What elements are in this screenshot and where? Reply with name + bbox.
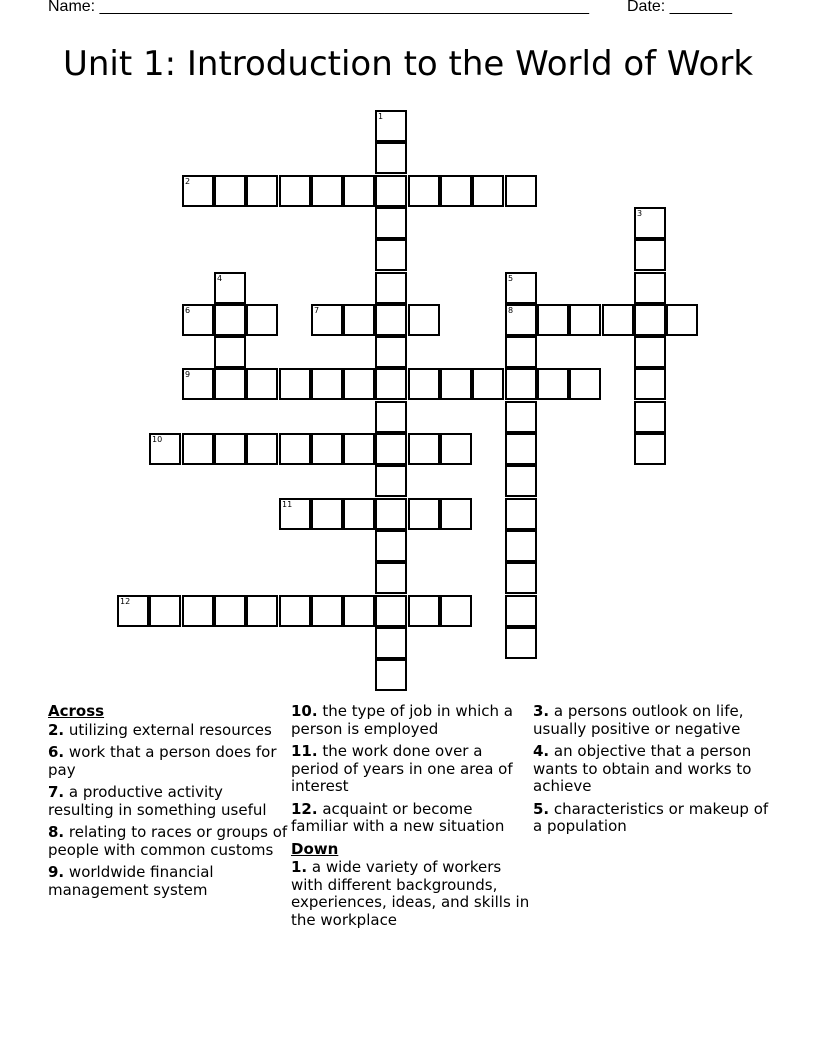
clue-item-number: 11.: [291, 742, 318, 760]
grid-cell[interactable]: [505, 336, 537, 368]
grid-cell[interactable]: [440, 175, 472, 207]
grid-cell[interactable]: [214, 368, 246, 400]
grid-cell[interactable]: [505, 401, 537, 433]
clue-item-text: an objective that a person wants to obtain and works to achieve: [533, 742, 752, 795]
clue-column-3: [533, 703, 773, 841]
grid-cell[interactable]: [408, 175, 440, 207]
clue-column-1: [48, 703, 288, 904]
clue-item: [48, 784, 288, 819]
grid-cell[interactable]: [602, 304, 634, 336]
grid-cell[interactable]: [505, 368, 537, 400]
clue-item-number: 1.: [291, 858, 308, 876]
grid-cell[interactable]: [375, 175, 407, 207]
clue-item-text: utilizing external resources: [68, 720, 272, 739]
clue-item-text: the work done over a period of years in one area of interest: [291, 742, 513, 795]
grid-cell[interactable]: [634, 272, 666, 304]
clue-item: [48, 722, 288, 740]
grid-cell[interactable]: [537, 368, 569, 400]
grid-cell[interactable]: [375, 465, 407, 497]
grid-cell[interactable]: [569, 304, 601, 336]
clue-item: [533, 743, 773, 796]
grid-cell[interactable]: [182, 175, 214, 207]
grid-cell[interactable]: [182, 433, 214, 465]
grid-cell[interactable]: [246, 175, 278, 207]
clue-item-number: 9.: [48, 863, 65, 881]
clue-item: [48, 864, 288, 899]
grid-cell[interactable]: [569, 368, 601, 400]
grid-cell[interactable]: [246, 304, 278, 336]
grid-cell[interactable]: [311, 595, 343, 627]
grid-cell[interactable]: [634, 368, 666, 400]
clue-item: [48, 824, 288, 859]
clue-item: [48, 744, 288, 779]
clue-item: [533, 703, 773, 738]
grid-cell[interactable]: [408, 304, 440, 336]
grid-cell[interactable]: [472, 175, 504, 207]
grid-cell[interactable]: [343, 175, 375, 207]
clue-number: 3: [637, 209, 643, 218]
grid-cell[interactable]: [375, 530, 407, 562]
grid-cell[interactable]: [440, 433, 472, 465]
clue-item-number: 12.: [291, 799, 318, 818]
grid-cell[interactable]: [149, 595, 181, 627]
grid-cell[interactable]: [505, 272, 537, 304]
clue-item-number: 3.: [533, 702, 550, 720]
clue-number: 2: [185, 177, 191, 186]
grid-cell[interactable]: [440, 595, 472, 627]
grid-cell[interactable]: [375, 239, 407, 271]
grid-cell[interactable]: [375, 595, 407, 627]
grid-cell[interactable]: [343, 368, 375, 400]
name-field-label: Name: _______________________________________________________: [48, 0, 589, 15]
grid-cell[interactable]: [472, 368, 504, 400]
clue-number: 11: [282, 500, 293, 509]
grid-cell[interactable]: [505, 304, 537, 336]
grid-cell[interactable]: [182, 368, 214, 400]
grid-cell[interactable]: [505, 595, 537, 627]
grid-cell[interactable]: [666, 304, 698, 336]
clue-number: 5: [508, 274, 514, 283]
clue-item-number: 7.: [48, 783, 65, 801]
grid-cell[interactable]: [375, 336, 407, 368]
grid-cell[interactable]: [214, 304, 246, 336]
grid-cell[interactable]: [440, 498, 472, 530]
grid-cell[interactable]: [279, 595, 311, 627]
grid-cell[interactable]: [214, 272, 246, 304]
clue-column-2: [291, 703, 531, 934]
grid-cell[interactable]: [279, 498, 311, 530]
date-field-label: Date: _______: [627, 0, 732, 15]
clue-item-text: the type of job in which a person is employed: [291, 702, 513, 738]
grid-cell[interactable]: [343, 498, 375, 530]
clue-number: 4: [217, 274, 223, 283]
grid-cell[interactable]: [375, 272, 407, 304]
clue-item: [291, 801, 531, 836]
clue-item: [291, 743, 531, 796]
grid-cell[interactable]: [214, 336, 246, 368]
clue-item-number: 10.: [291, 702, 318, 720]
clue-number: 8: [508, 306, 514, 315]
grid-cell[interactable]: [634, 239, 666, 271]
clue-item: [533, 801, 773, 836]
grid-cell[interactable]: [440, 368, 472, 400]
grid-cell[interactable]: [182, 595, 214, 627]
grid-cell[interactable]: [311, 368, 343, 400]
clue-item-number: 5.: [533, 799, 550, 818]
clue-number: 6: [185, 306, 191, 315]
grid-cell[interactable]: [375, 304, 407, 336]
clue-item: [291, 859, 531, 929]
grid-cell[interactable]: [279, 175, 311, 207]
grid-cell[interactable]: [214, 175, 246, 207]
grid-cell[interactable]: [634, 304, 666, 336]
grid-cell[interactable]: [408, 433, 440, 465]
grid-cell[interactable]: [182, 304, 214, 336]
grid-cell[interactable]: [408, 595, 440, 627]
clue-item-number: 6.: [48, 743, 65, 761]
grid-cell[interactable]: [117, 595, 149, 627]
grid-cell[interactable]: [375, 659, 407, 691]
grid-cell[interactable]: [505, 498, 537, 530]
clue-section-heading: Across: [48, 702, 105, 720]
grid-cell[interactable]: [634, 336, 666, 368]
grid-cell[interactable]: [343, 304, 375, 336]
clue-item-text: characteristics or makeup of a population: [533, 799, 769, 835]
grid-cell[interactable]: [505, 433, 537, 465]
grid-cell[interactable]: [214, 595, 246, 627]
grid-cell[interactable]: [505, 530, 537, 562]
grid-cell[interactable]: [408, 368, 440, 400]
clue-item: [291, 703, 531, 738]
grid-cell[interactable]: [375, 207, 407, 239]
grid-cell[interactable]: [505, 562, 537, 594]
grid-cell[interactable]: [634, 207, 666, 239]
grid-cell[interactable]: [214, 433, 246, 465]
grid-cell[interactable]: [375, 110, 407, 142]
grid-cell[interactable]: [246, 368, 278, 400]
grid-cell[interactable]: [279, 368, 311, 400]
clue-item-text: a productive activity resulting in something useful: [48, 783, 267, 819]
page-title: Unit 1: Introduction to the World of Work: [62, 44, 754, 84]
grid-cell[interactable]: [311, 304, 343, 336]
clue-item-text: work that a person does for pay: [48, 743, 277, 779]
grid-cell[interactable]: [343, 433, 375, 465]
grid-cell[interactable]: [634, 401, 666, 433]
grid-cell[interactable]: [149, 433, 181, 465]
grid-cell[interactable]: [311, 498, 343, 530]
grid-cell[interactable]: [634, 433, 666, 465]
clue-section-heading: Down: [291, 839, 339, 858]
grid-cell[interactable]: [408, 498, 440, 530]
clue-number: 7: [314, 306, 320, 315]
grid-cell[interactable]: [246, 595, 278, 627]
clue-number: 10: [152, 435, 163, 444]
grid-cell[interactable]: [279, 433, 311, 465]
grid-cell[interactable]: [375, 368, 407, 400]
grid-cell[interactable]: [375, 142, 407, 174]
grid-cell[interactable]: [246, 433, 278, 465]
clue-item-number: 2.: [48, 720, 65, 739]
grid-cell[interactable]: [375, 498, 407, 530]
clue-number: 9: [185, 370, 191, 379]
grid-cell[interactable]: [505, 627, 537, 659]
clue-item-number: 4.: [533, 742, 550, 760]
clue-number: 1: [378, 112, 384, 121]
grid-cell[interactable]: [375, 627, 407, 659]
clue-item-text: worldwide financial management system: [48, 863, 214, 899]
clue-number: 12: [120, 597, 131, 606]
clue-item-text: a wide variety of workers with different backgrounds, experiences, ideas, and skills in the workplace: [291, 858, 530, 929]
clue-item-text: a persons outlook on life, usually positive or negative: [533, 702, 744, 738]
grid-cell[interactable]: [537, 304, 569, 336]
grid-cell[interactable]: [375, 401, 407, 433]
grid-cell[interactable]: [505, 175, 537, 207]
clue-item-text: relating to races or groups of people with common customs: [48, 823, 288, 859]
grid-cell[interactable]: [375, 433, 407, 465]
grid-cell[interactable]: [375, 562, 407, 594]
clue-item-text: acquaint or become familiar with a new situation: [291, 799, 505, 835]
clue-item-number: 8.: [48, 823, 65, 841]
grid-cell[interactable]: [311, 433, 343, 465]
grid-cell[interactable]: [505, 465, 537, 497]
grid-cell[interactable]: [311, 175, 343, 207]
grid-cell[interactable]: [343, 595, 375, 627]
